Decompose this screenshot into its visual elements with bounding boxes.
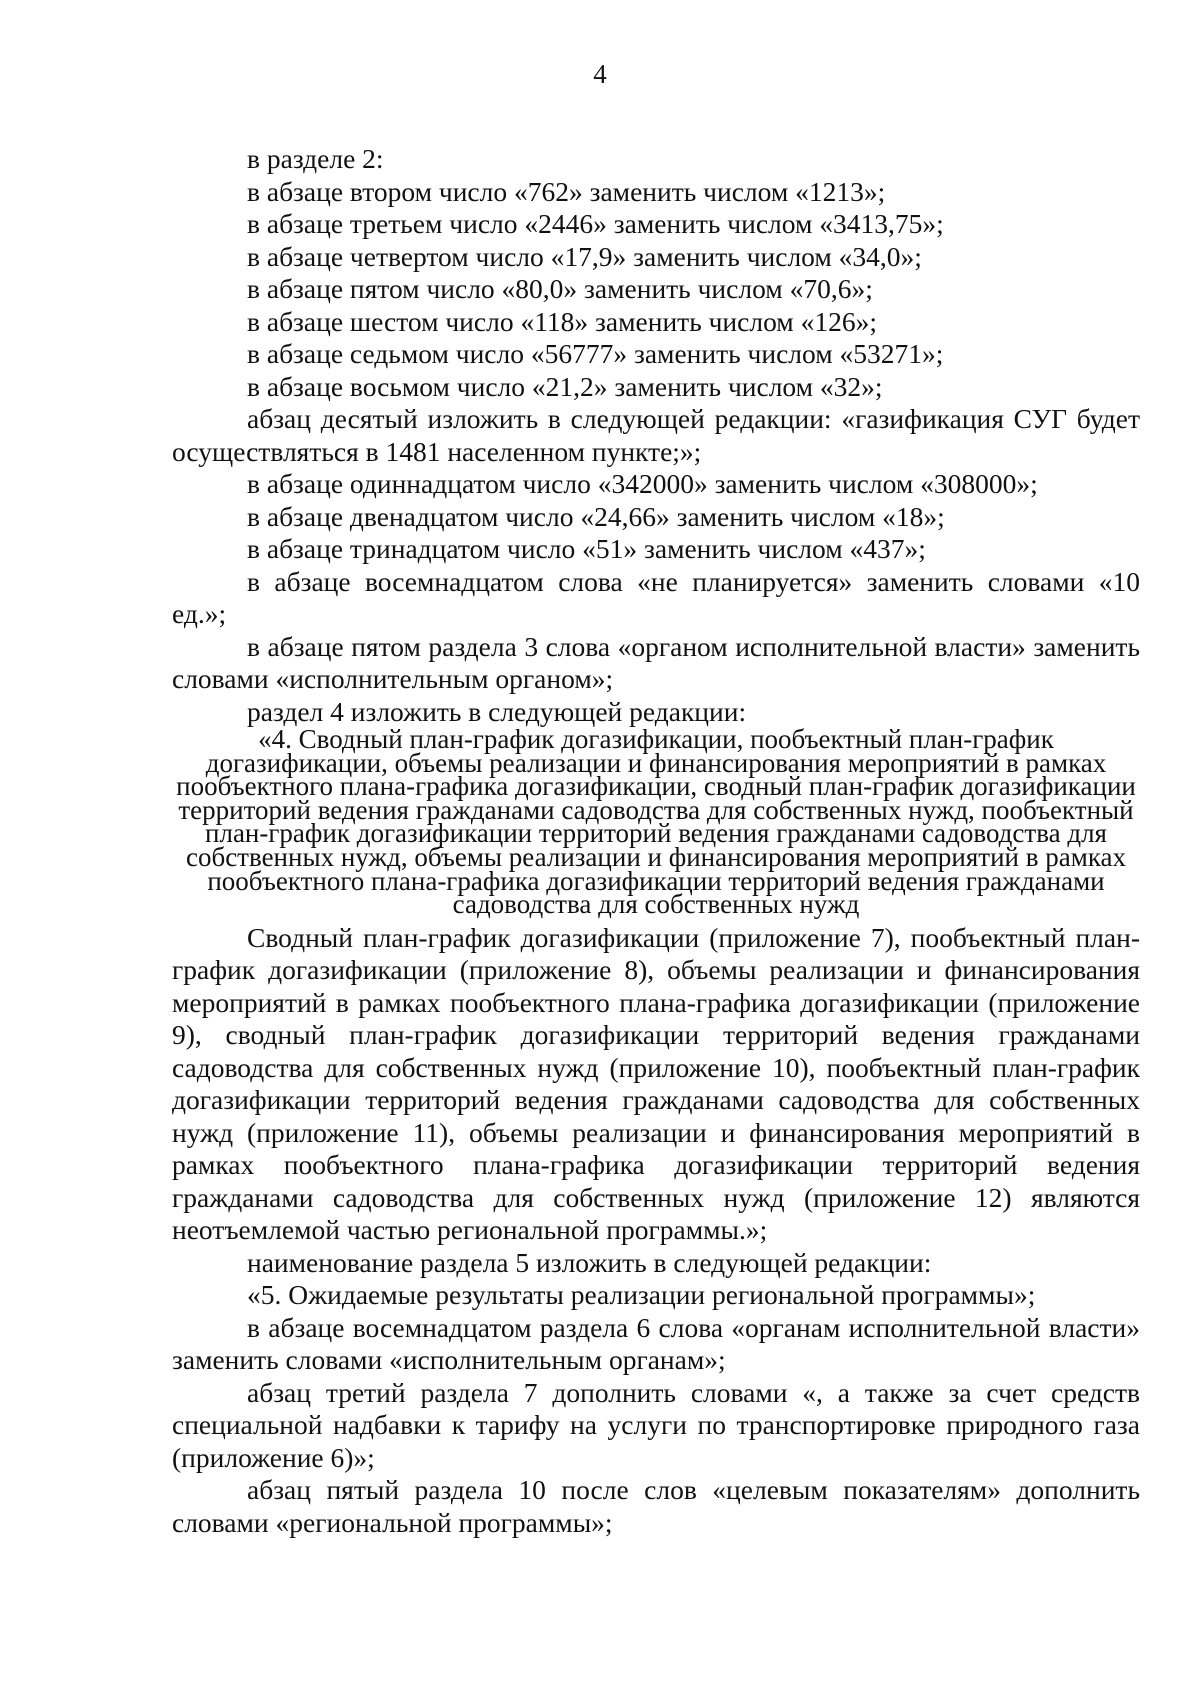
paragraph: в абзаце седьмом число «56777» заменить числом «53271»; [247,338,944,369]
paragraph: в абзаце тринадцатом число «51» заменить числом «437»; [247,533,926,564]
page-number: 4 [593,59,607,89]
paragraph: в абзаце восемнадцатом слова «не планируется» заменить словами «10 ед.»; [172,565,1140,629]
paragraph: в абзаце двенадцатом число «24,66» заменить числом «18»; [247,500,945,532]
paragraph: в абзаце одиннадцатом число «342000» заменить числом «308000»; [247,468,1038,499]
paragraph: «5. Ожидаемые результаты реализации региональной программы»; [247,1279,1036,1311]
paragraph: в абзаце третьем число «2446» заменить числом «3413,75»; [247,208,944,239]
paragraph: в абзаце шестом число «118» заменить числом «126»; [247,305,877,337]
section-heading: «4. Сводный план-график догазификации, пообъектный план-график догазификации, объемы реализации и финансирования мероприятий в рамках пообъектного плана-графика догазификации, сводный план-график догазификации территорий ведения гражданами садоводства для собственных нужд, пообъектный план-график догазификации территорий ведения гражданами садоводства для собственных нужд, объемы реализации и финансирования мероприятий в рамках пообъектного плана-графика догазификации территорий ведения гражданами садоводства для собственных нужд [176,724,1136,920]
paragraph: наименование раздела 5 изложить в следующей редакции: [247,1246,932,1278]
paragraph: в абзаце пятом число «80,0» заменить числом «70,6»; [247,273,873,304]
paragraph: абзац третий раздела 7 дополнить словами «, а также за счет средств специальной надбавки к тарифу на услуги по транспортировке природного газа (приложение 6)»; [172,1376,1140,1473]
paragraph: в разделе 2: [247,143,384,174]
paragraph: в абзаце четвертом число «17,9» заменить числом «34,0»; [247,240,922,272]
paragraph: абзац десятый изложить в следующей редакции: «газификация СУГ будет осуществляться в 1481 населенном пункте;»; [172,403,1140,467]
paragraph: в абзаце восемнадцатом раздела 6 слова «органам исполнительной власти» заменить словами «исполнительным органам»; [172,1311,1140,1376]
paragraph: абзац пятый раздела 10 после слов «целевым показателям» дополнить словами «региональной программы»; [172,1474,1140,1538]
paragraph: в абзаце втором число «762» заменить числом «1213»; [247,175,886,207]
paragraph: раздел 4 изложить в следующей редакции: [247,695,747,727]
paragraph: в абзаце пятом раздела 3 слова «органом исполнительной власти» заменить словами «исполнительным органом»; [172,630,1140,694]
paragraph: Сводный план-график догазификации (приложение 7), пообъектный план-график догазификации (приложение 8), объемы реализации и финансирования мероприятий в рамках пообъектного плана-графика догазификации (приложение 9), сводный план-график догазификации территорий ведения гражданами садоводства для собственных нужд (приложение 10), пообъектный план-график догазификации территорий ведения гражданами садоводства для собственных нужд (приложение 11), объемы реализации и финансирования мероприятий в рамках пообъектного плана-графика догазификации территорий ведения гражданами садоводства для собственных нужд (приложение 12) являются неотъемлемой частью региональной программы.»; [172,921,1140,1246]
document-body [172,143,1140,1539]
paragraph: в абзаце восьмом число «21,2» заменить числом «32»; [247,370,883,402]
